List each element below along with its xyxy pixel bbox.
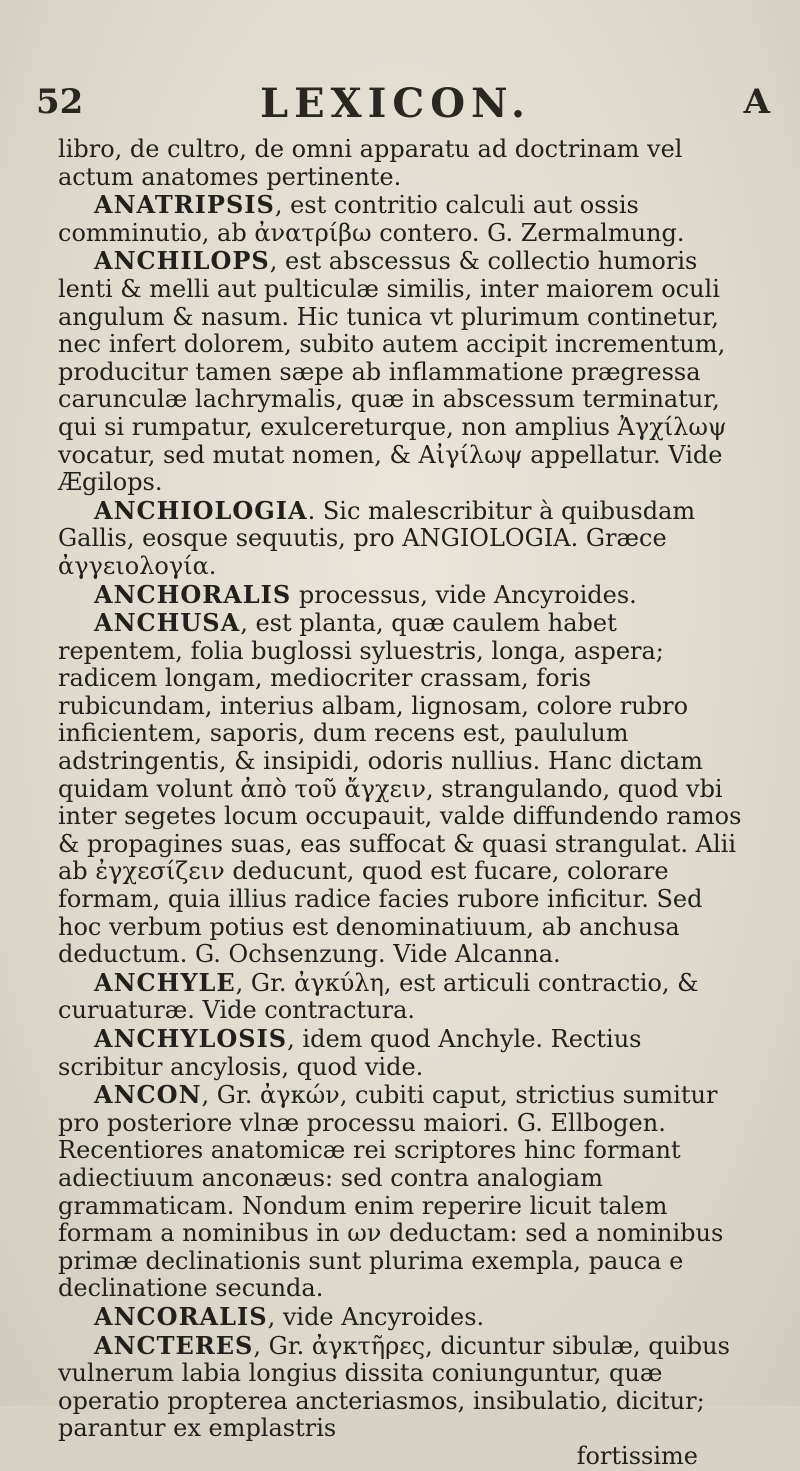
entry-text: , est contritio calculi aut ossis comminutio, ab ἀνατρίβω contero. G. Zermalmung. bbox=[58, 191, 685, 247]
entry-anchiologia bbox=[58, 497, 748, 581]
page-number: 52 bbox=[36, 82, 84, 122]
entry-anchusa bbox=[58, 609, 748, 969]
entry-ancon bbox=[58, 1081, 748, 1303]
section-letter: A bbox=[743, 82, 770, 122]
entry-text: , Gr. ἀγκών, cubiti caput, strictius sumitur pro posteriore vlnæ processu maiori. G. Ellbogen. Recentiores anatomicæ rei scriptores hinc formant adiectiuum anconæus: sed contra analogiam grammaticam. Nondum enim reperire licuit talem formam a nominibus in ων deductam: sed a nominibus primæ declinationis sunt plurima exempla, pauca e declinatione secunda. bbox=[58, 1081, 724, 1303]
entry-headword: ANCHYLE bbox=[94, 967, 236, 997]
entry-text: , est planta, quæ caulem habet repentem, folia buglossi syluestris, longa, aspera; radicem longam, mediocriter crassam, foris rubicundam, interius albam, lignosam, colore rubro inficientem, saporis, dum recens est, paululum adstringentis, & insipidi, odoris nullius. Hanc dictam quidam volunt ἀπὸ τοῦ ἄγχειν, strangulando, quod vbi inter segetes locum occupauit, valde diffundendo ramos & propagines suas, eas suffocat & quasi strangulat. Alii ab ἐγχεσίζειν deducunt, quod est fucare, colorare formam, quia illius radice facies rubore inficitur. Sed hoc verbum potius est denominatiuum, ab anchusa deductum. G. Ochsenzung. Vide Alcanna. bbox=[58, 609, 742, 969]
entry-text: , Gr. ἀγκτῆρες, dicuntur sibulæ, quibus vulnerum labia longius dissita coniunguntur, quæ operatio propterea ancteriasmos, insibulatio, dicitur; parantur ex emplastris bbox=[58, 1331, 730, 1443]
entry-text: libro, de cultro, de omni apparatu ad doctrinam vel actum anatomes pertinente. bbox=[58, 135, 683, 191]
entry-anchoralis bbox=[58, 581, 748, 610]
entry-headword: ANATRIPSIS bbox=[94, 190, 275, 220]
entry-text: , idem quod Anchyle. Rectius scribitur ancylosis, quod vide. bbox=[58, 1025, 642, 1081]
entry-text: , Gr. ἀγκύλη, est articuli contractio, & curuaturæ. Vide contractura. bbox=[58, 968, 699, 1025]
page-tail-word bbox=[58, 1443, 748, 1471]
entry-text: , vide Ancyroides. bbox=[267, 1302, 485, 1331]
entry-text: . Sic malescribitur à quibusdam Gallis, eosque sequutis, pro ANGIOLOGIA. Græce ἀγγειολογία. bbox=[58, 496, 696, 580]
entry-headword: ANCHUSA bbox=[94, 608, 241, 638]
entry-anatripsis bbox=[58, 191, 748, 247]
entry-headword: ANCTERES bbox=[94, 1330, 254, 1360]
entry-headword: ANCORALIS bbox=[94, 1301, 268, 1331]
entry-headword: ANCHIOLOGIA bbox=[94, 495, 308, 525]
entry-continuation bbox=[58, 136, 748, 191]
entry-anchyle bbox=[58, 969, 748, 1025]
entry-text: , est abscessus & collectio humoris lenti & melli aut pulticulæ similis, inter maiorem oculi angulum & nasum. Hic tunica vt plurimum continetur, nec infert dolorem, subito autem accipit incrementum, producitur tamen sæpe ab inflammatione prægressa carunculæ lachrymalis, quæ in abscessum terminatur, qui si rumpatur, exulcereturque, non amplius Ἀγχίλωψ vocatur, sed mutat nomen, & Αἰγίλωψ appellatur. Vide Ægilops. bbox=[58, 247, 727, 497]
entry-headword: ANCHORALIS bbox=[94, 579, 292, 609]
entry-text: processus, vide Ancyroides. bbox=[291, 580, 637, 609]
running-title: LEXICON. bbox=[260, 80, 531, 127]
entry-ancoralis bbox=[58, 1303, 748, 1332]
page-header bbox=[20, 76, 780, 136]
tail-word: fortissime bbox=[576, 1441, 698, 1470]
entry-anchylosis bbox=[58, 1025, 748, 1081]
entry-headword: ANCHILOPS bbox=[94, 246, 270, 276]
entry-ancteres bbox=[58, 1332, 748, 1443]
lexicon-text bbox=[58, 136, 748, 1471]
entry-anchilops bbox=[58, 247, 748, 496]
entry-headword: ANCON bbox=[94, 1080, 202, 1110]
entry-headword: ANCHYLOSIS bbox=[94, 1024, 288, 1053]
